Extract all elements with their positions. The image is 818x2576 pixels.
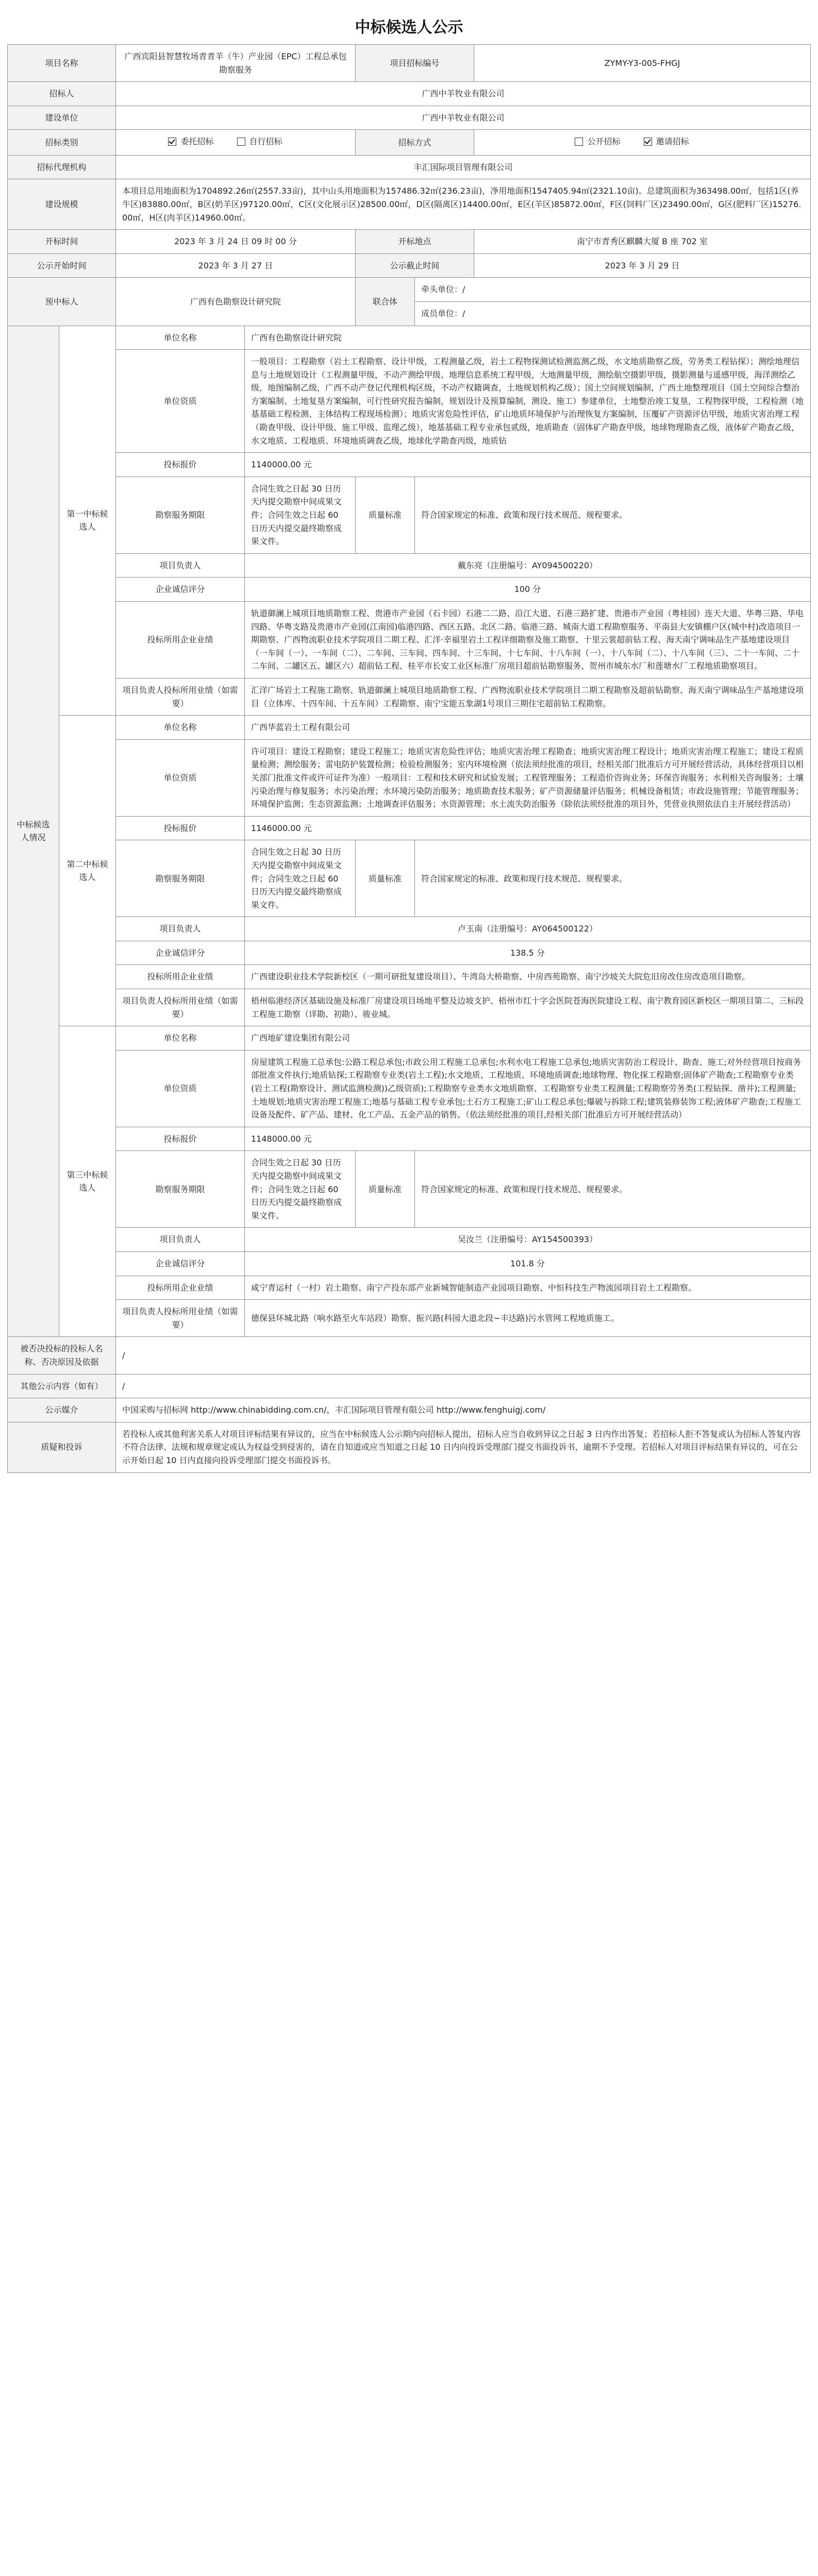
candidate-3-price-row — [7, 1127, 810, 1151]
candidate-3-credit-label: 企业诚信评分 — [116, 1251, 245, 1276]
candidate-1-pm-perf-label: 项目负责人投标所用业绩（如需要） — [116, 678, 245, 715]
union-label: 联合体 — [356, 278, 415, 326]
row-tenderer — [7, 82, 810, 106]
candidate-3-quality: 符合国家规定的标准、政策和现行技术规范、规程要求。 — [415, 1151, 811, 1228]
candidate-1-unit-perf-label: 投标所用企业业绩 — [116, 602, 245, 679]
builder-value: 广西中羊牧业有限公司 — [116, 106, 811, 130]
candidate-3-unit-perf-row — [7, 1276, 810, 1300]
candidate-2-qual-label: 单位资质 — [116, 739, 245, 816]
tenderer-label: 招标人 — [7, 82, 115, 106]
candidate-3-pm-label: 项目负责人 — [116, 1228, 245, 1252]
project-number-value: ZYMY-Y3-005-FHGJ — [474, 45, 811, 82]
candidate-1-qual-label: 单位资质 — [116, 350, 245, 453]
candidate-1-period: 合同生效之日起 30 日历天内提交勘察中间成果文件；合同生效之日起 60 日历天内提交最终勘察成果文件。 — [245, 477, 356, 553]
candidate-2-credit-row — [7, 941, 810, 965]
candidate-3-bid-price: 1148000.00 元 — [245, 1127, 811, 1151]
row-builder — [7, 106, 810, 130]
row-publicity — [7, 253, 810, 278]
candidate-2-quality-label: 质量标准 — [356, 840, 415, 917]
option-invited[interactable]: 邀请招标 — [644, 135, 689, 148]
candidate-3-pm-row — [7, 1228, 810, 1252]
candidate-3-name-row — [7, 1026, 810, 1050]
scale-label: 建设规模 — [7, 179, 115, 230]
checked-box-icon — [644, 138, 652, 146]
row-other — [7, 1374, 810, 1398]
project-number-label: 项目招标编号 — [356, 45, 474, 82]
scale-value: 本项目总用地面积为1704892.26㎡(2557.33亩)，其中山头用地面积为157486.32㎡(236.23亩)，净用地面积1547405.94㎡(2321.10亩)。总建筑面积为363498.00㎡，包括1区(养牛区)83880.00㎡，B区(奶羊区)97120.00㎡，C区(文化展示区)28500.00㎡，D区(隔离区)14400.00㎡，E区(羊区)85872.00㎡，F区(饲料厂区)23490.00㎡，G区(肥料厂区)15276.00㎡，H区(肉羊区)14960.00㎡。 — [116, 179, 811, 230]
union-member: 成员单位：/ — [415, 301, 811, 326]
row-scale — [7, 179, 810, 230]
row-opening — [7, 230, 810, 254]
candidate-1-pm: 戴东亮（注册编号：AY094500220） — [245, 553, 811, 578]
row-tender-type — [7, 130, 810, 155]
empty-box-icon — [575, 138, 583, 146]
row-complaint — [7, 1422, 810, 1472]
candidate-3-quality-label: 质量标准 — [356, 1151, 415, 1228]
agency-value: 丰汇国际项目管理有限公司 — [116, 155, 811, 179]
candidate-2-name-row — [7, 716, 810, 740]
candidate-3-credit: 101.8 分 — [245, 1251, 811, 1276]
candidate-1-qual-row — [7, 350, 810, 453]
candidate-2-bid-price: 1146000.00 元 — [245, 816, 811, 840]
other-value: / — [116, 1374, 811, 1398]
complaint-value: 若投标人或其他利害关系人对项目评标结果有异议的，应当在中标候选人公示期内向招标人提出，招标人应当自收到异议之日起 3 日内作出答复；若招标人拒不答复或认为招标人答复内容不符合法律、法规和规章规定或认为权益受到侵害的，请在自知道或应当知道之日起 10 日内向投诉受理部门提交书面投诉书，逾期不予受理。若招标人对项目评标结果有异议的，可在公示开始日起 10 日内直接向投诉受理部门提交书面投诉书。 — [116, 1422, 811, 1472]
option-entrusted[interactable]: 委托招标 — [168, 135, 213, 148]
candidate-1-bid-price: 1140000.00 元 — [245, 453, 811, 477]
builder-label: 建设单位 — [7, 106, 115, 130]
tender-type-label: 招标类别 — [7, 130, 115, 155]
candidate-3-unit-perf-label: 投标所用企业业绩 — [116, 1276, 245, 1300]
candidate-2-credit: 138.5 分 — [245, 941, 811, 965]
candidate-2-price-row — [7, 816, 810, 840]
candidate-3-rank: 第三中标候选人 — [59, 1026, 115, 1337]
candidate-2-pm-perf-label: 项目负责人投标所用业绩（如需要） — [116, 989, 245, 1026]
project-name-value: 广西宾阳县智慧牧场青青羊（牛）产业园（EPC）工程总承包勘察服务 — [116, 45, 356, 82]
section-label: 中标候选人情况 — [7, 326, 59, 1337]
candidate-3-credit-row — [7, 1251, 810, 1276]
candidate-3-qualification: 房屋建筑工程施工总承包:公路工程总承包;市政公用工程施工总承包;水利水电工程施工总承包;地质灾害防治工程设计、勘查、施工;对外经营项目按商务部批准文件执行;地质钻探;工程勘察专业类(岩土工程);水文地质、工程地质、环境地质调查;地球物理、物化探工程勘察;固体矿产勘查;工程勘察专业类(岩土工程(勘察设计、测试监测检测))乙级资质);工程勘察专业类水文地质勘察、工程勘察专业类工程测量;工程勘察劳务类(工程钻探、凿井);工程测量;土地规划;地质灾害治理工程施工;地基与基础工程专业承包;土石方工程施工;矿山工程总承包;爆破与拆除工程;建筑装修装饰工程;液体矿产勘查;工程施工设备及配件、矿产品、建材、化工产品、五金产品的销售。（依法须经批准的项目,经相关部门批准后方可开展经营活动） — [245, 1050, 811, 1127]
complaint-label: 质疑和投诉 — [7, 1422, 115, 1472]
rejected-value: / — [116, 1337, 811, 1374]
row-agency — [7, 155, 810, 179]
publicity-start-value: 2023 年 3 月 27 日 — [116, 253, 356, 278]
agency-label: 招标代理机构 — [7, 155, 115, 179]
winner-value: 广西有色勘察设计研究院 — [116, 278, 356, 326]
rejected-label: 被否决投标的投标人名称、否决原因及依据 — [7, 1337, 115, 1374]
candidate-3-unit-label: 单位名称 — [116, 1026, 245, 1050]
candidate-3-price-label: 投标报价 — [116, 1127, 245, 1151]
tender-method-label: 招标方式 — [356, 130, 474, 155]
candidate-1-name-row — [7, 326, 810, 350]
publicity-start-label: 公示开始时间 — [7, 253, 115, 278]
candidate-1-quality: 符合国家规定的标准、政策和现行技术规范、规程要求。 — [415, 477, 811, 553]
union-lead: 牵头单位：/ — [415, 278, 811, 302]
candidate-2-unit-perf: 广西建设职业技术学院新校区（一期可研批复建设项目）、牛湾岛大桥勘察、中房西苑勘察、南宁沙坡关大院危旧房改住房改造项目勘察。 — [245, 965, 811, 989]
candidate-2-price-label: 投标报价 — [116, 816, 245, 840]
opening-place-value: 南宁市青秀区麒麟大厦 B 座 702 室 — [474, 230, 811, 254]
candidate-3-unit-perf: 咸宁青运村（一村）岩土勘察、南宁产投东部产业新城智能制造产业园项目勘察、中恒科技生产物流园项目岩土工程勘察。 — [245, 1276, 811, 1300]
project-name-label: 项目名称 — [7, 45, 115, 82]
candidate-1-rank: 第一中标候选人 — [59, 326, 115, 716]
publicity-end-value: 2023 年 3 月 29 日 — [474, 253, 811, 278]
row-rejected — [7, 1337, 810, 1374]
checked-box-icon — [168, 138, 176, 146]
option-self[interactable]: 自行招标 — [237, 135, 282, 148]
candidate-2-rank: 第二中标候选人 — [59, 716, 115, 1026]
option-public[interactable]: 公开招标 — [575, 135, 620, 148]
candidate-2-name: 广西华蓝岩土工程有限公司 — [245, 716, 811, 740]
candidate-1-quality-label: 质量标准 — [356, 477, 415, 553]
candidate-1-credit: 100 分 — [245, 578, 811, 602]
candidate-2-unit-perf-row — [7, 965, 810, 989]
candidate-2-period: 合同生效之日起 30 日历天内提交勘察中间成果文件；合同生效之日起 60 日历天内提交最终勘察成果文件。 — [245, 840, 356, 917]
opening-time-label: 开标时间 — [7, 230, 115, 254]
candidate-1-price-row — [7, 453, 810, 477]
candidate-2-credit-label: 企业诚信评分 — [116, 941, 245, 965]
opening-time-value: 2023 年 3 月 24 日 09 时 00 分 — [116, 230, 356, 254]
candidate-2-quality: 符合国家规定的标准、政策和现行技术规范、规程要求。 — [415, 840, 811, 917]
candidate-3-qual-row — [7, 1050, 810, 1127]
empty-box-icon — [237, 138, 245, 146]
candidate-2-period-label: 勘察服务期限 — [116, 840, 245, 917]
candidate-1-qualification: 一般项目：工程勘察（岩土工程勘察、设计甲级，工程测量乙级，岩土工程物探测试检测监测乙级，水文地质勘察乙级，劳务类工程钻探）；测绘地理信息与土地规划设计（工程测量甲级，不动产测绘甲级、地理信息系统工程甲级，大地测量甲级，测绘航空摄影甲级，摄影测量与遥感甲级，海洋测绘乙级，地图编制乙级，广西不动产登记代理机构区级，不动产权籍调查，土地规划机构乙级）；国土空间规划编制，广西土地整理项目（国土空间综合整治方案编制、土地复垦方案编制，可行性研究报告编制，规划设计及预算编制，测设、施工）参建单位，土地整治竣工复垦，工程物探甲级，工程检测（地基基础工程检测、主体结构工程现场检测）；地质灾害危险性评估，矿山地质环境保护与治理恢复方案编制，压覆矿产资源评估甲级，地质灾害治理工程（勘查甲级、设计甲级、施工甲级、监理乙级），地基基础工程专业承包贰级，地质勘查（固体矿产勘查甲级，地球物理勘查乙级，液体矿产勘查乙级，水文地质、工程地质、环境地质调查乙级，地球化学勘查丙级，地质钻 — [245, 350, 811, 453]
row-media — [7, 1398, 810, 1422]
candidate-1-pm-perf: 汇洋广场岩土工程施工勘察、轨道御澜上城项目地质勘察工程、广西物流职业技术学院项目二期工程勘察及超前钻勘察、海天南宁调味品生产基地建设项目（立体库、十四车间、十五车间）工程勘察、南宁宝能五象湖1号项目三期住宅超前钻工程勘察。 — [245, 678, 811, 715]
media-label: 公示媒介 — [7, 1398, 115, 1422]
candidate-2-pm-label: 项目负责人 — [116, 917, 245, 941]
candidate-1-price-label: 投标报价 — [116, 453, 245, 477]
candidate-1-pm-label: 项目负责人 — [116, 553, 245, 578]
page-title: 中标候选人公示 — [355, 19, 463, 37]
tenderer-value: 广西中羊牧业有限公司 — [116, 82, 811, 106]
candidate-1-name: 广西有色勘察设计研究院 — [245, 326, 811, 350]
candidate-3-period: 合同生效之日起 30 日历天内提交勘察中间成果文件；合同生效之日起 60 日历天内提交最终勘察成果文件。 — [245, 1151, 356, 1228]
candidate-2-unit-perf-label: 投标所用企业业绩 — [116, 965, 245, 989]
notice-table — [7, 44, 811, 1473]
other-label: 其他公示内容（如有） — [7, 1374, 115, 1398]
candidate-3-period-label: 勘察服务期限 — [116, 1151, 245, 1228]
candidate-2-qual-row — [7, 739, 810, 816]
candidate-3-pm-perf: 德保县环城北路（响水路至火车站段）勘察、振兴路(科园大道北段~丰达路)污水管网工程地质施工。 — [245, 1300, 811, 1337]
candidate-2-qualification: 许可项目：建设工程勘察；建设工程施工；地质灾害危险性评估；地质灾害治理工程勘查；地质灾害治理工程设计；地质灾害治理工程施工；建设工程质量检测；测绘服务；雷电防护装置检测；检验检测服务；室内环境检测（依法须经批准的项目，经相关部门批准后方可开展经营活动，具体经营项目以相关部门批准文件或许可证件为准）一般项目：工程和技术研究和试验发展；工程管理服务；工程造价咨询业务；环保咨询服务；水利相关咨询服务；土壤污染治理与修复服务；水污染治理；水环境污染防治服务；地质勘查技术服务；矿产资源储量评估服务；机械设备租赁；市政设施管理；节能管理服务；环境保护监测；生态资源监测；土地调查评估服务；水资源管理；水土流失防治服务（除依法须经批准的项目外，凭营业执照依法自主开展经营活动） — [245, 739, 811, 816]
candidate-2-pm-perf: 梧州临港经济区基础设施及标准厂房建设项目场地平整及边坡支护、梧州市红十字会医院苍海医院建设工程、南宁教育园区新校区一期项目第二、三标段工程施工勘察（详勘、初勘）、骏业城。 — [245, 989, 811, 1026]
candidate-2-unit-label: 单位名称 — [116, 716, 245, 740]
opening-place-label: 开标地点 — [356, 230, 474, 254]
candidate-2-pm-row — [7, 917, 810, 941]
candidate-2-pm: 卢玉南（注册编号：AY064500122） — [245, 917, 811, 941]
media-value: 中国采购与招标网 http://www.chinabidding.com.cn/，丰汇国际项目管理有限公司 http://www.fenghuigj.com/ — [116, 1398, 811, 1422]
candidate-1-period-label: 勘察服务期限 — [116, 477, 245, 553]
publicity-end-label: 公示截止时间 — [356, 253, 474, 278]
candidate-3-pm-perf-label: 项目负责人投标所用业绩（如需要） — [116, 1300, 245, 1337]
row-winner-1 — [7, 278, 810, 302]
candidate-1-unit-label: 单位名称 — [116, 326, 245, 350]
candidate-3-period-row — [7, 1151, 810, 1228]
candidate-3-qual-label: 单位资质 — [116, 1050, 245, 1127]
candidate-1-period-row — [7, 477, 810, 553]
candidate-3-pm: 吴汝兰（注册编号：AY154500393） — [245, 1228, 811, 1252]
candidate-1-pm-perf-row — [7, 678, 810, 715]
candidate-1-unit-perf: 轨道御澜上城项目地质勘察工程、贵港市产业园（石卡园）石港二二路、沿江大道、石港三路扩建、贵港市产业园（粤桂园）连天大道、华粤三路、华电四路、华粤支路及贵港市产业园(江南园)临港四路、西区五路、北区二路、临港三路、城南大道工程勘察服务、平南县大安镇棚户区(城中村)改造项目一期勘察、广西物流职业技术学院项目二期工程、汇洋·幸福里岩土工程详细勘察及施工勘察、十里云裳超前钻工程、海天南宁调味品生产基地建设项目（一车间（一）、一车间（二）、二车间、三车间、四车间、十三车间、十七车间、十八车间（一）、十八车间（二）、十八车间（三）、二十一车间、二十二车间、二罐区五、罐区六）超前钻工程、桂平市长安工业区标准厂房项目超前钻勘察服务、贺州市城东水厂和莲塘水厂工程地质勘察项目。 — [245, 602, 811, 679]
candidate-3-name: 广西地矿建设集团有限公司 — [245, 1026, 811, 1050]
winner-label: 预中标人 — [7, 278, 115, 326]
candidate-2-period-row — [7, 840, 810, 917]
row-project — [7, 45, 810, 82]
candidate-1-credit-row — [7, 578, 810, 602]
candidate-1-credit-label: 企业诚信评分 — [116, 578, 245, 602]
candidate-1-pm-row — [7, 553, 810, 578]
